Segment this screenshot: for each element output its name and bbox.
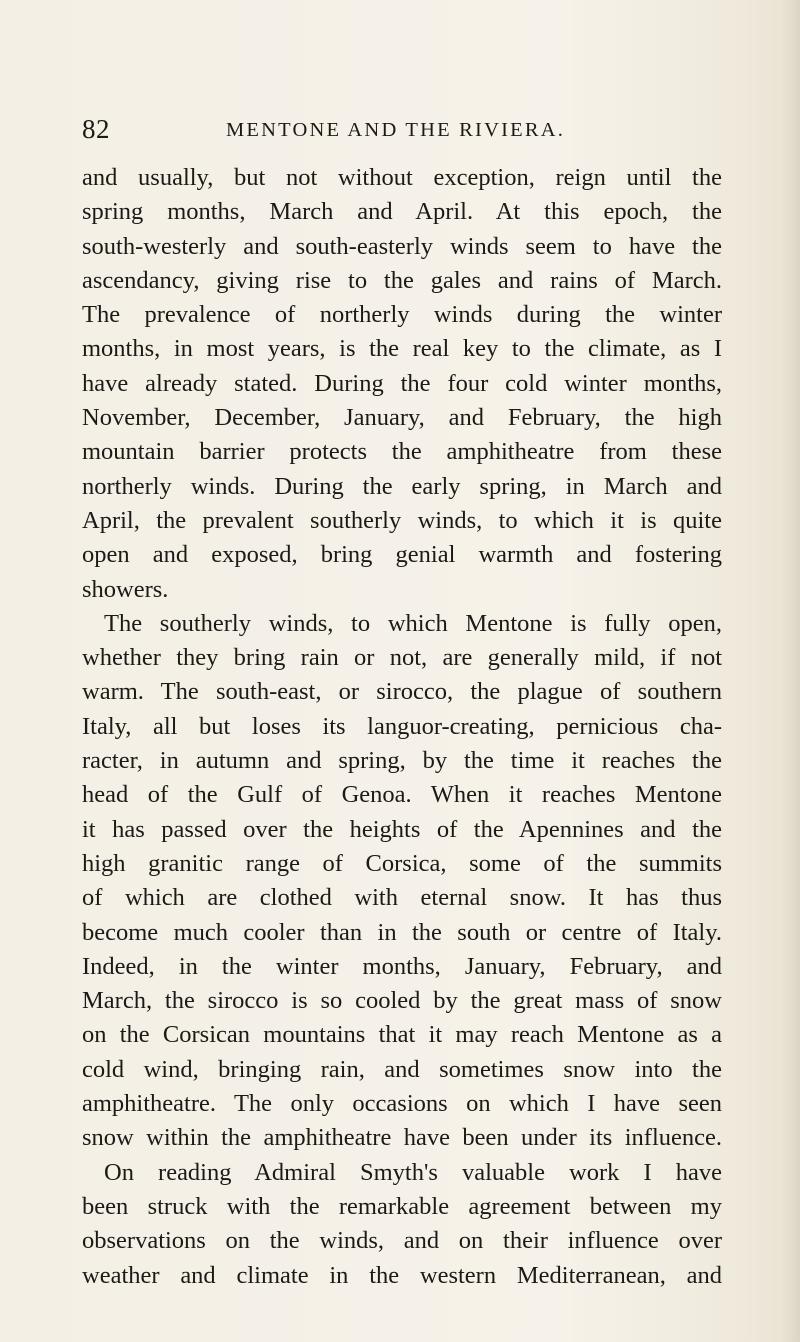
page-header bbox=[0, 114, 800, 148]
text-line: ascendancy, giving rise to the gales and rains of March. bbox=[82, 266, 722, 294]
text-line: The prevalence of northerly winds during the winter bbox=[82, 301, 722, 329]
text-line: on the Corsican mountains that it may reach Mentone as a bbox=[82, 1021, 722, 1049]
text-line: weather and climate in the western Mediterranean, and bbox=[82, 1261, 722, 1289]
text-line: south-westerly and south-easterly winds seem to have the bbox=[82, 232, 722, 260]
text-line: observations on the winds, and on their influence over bbox=[82, 1227, 722, 1255]
paragraph-start-line: The southerly winds, to which Mentone is fully open, bbox=[104, 609, 722, 637]
text-line: months, in most years, is the real key to the climate, as I bbox=[82, 335, 722, 363]
page-edge-shadow bbox=[782, 0, 800, 1342]
text-line: of which are clothed with eternal snow. It has thus bbox=[82, 884, 722, 912]
text-line: open and exposed, bring genial warmth and fostering bbox=[82, 541, 722, 569]
text-line: Indeed, in the winter months, January, February, and bbox=[82, 952, 722, 980]
text-line: high granitic range of Corsica, some of the summits bbox=[82, 849, 722, 877]
text-line: head of the Gulf of Genoa. When it reaches Mentone bbox=[82, 781, 722, 809]
text-line: and usually, but not without exception, reign until the bbox=[82, 164, 722, 191]
text-line: it has passed over the heights of the Apennines and the bbox=[82, 815, 722, 843]
text-line: amphitheatre. The only occasions on which I have seen bbox=[82, 1090, 722, 1118]
text-line: Italy, all but loses its languor-creating, pernicious cha- bbox=[82, 712, 722, 740]
text-line: racter, in autumn and spring, by the time it reaches the bbox=[82, 747, 722, 775]
text-line: whether they bring rain or not, are generally mild, if not bbox=[82, 644, 722, 672]
text-line: become much cooler than in the south or centre of Italy. bbox=[82, 918, 722, 946]
text-line: March, the sirocco is so cooled by the great mass of snow bbox=[82, 987, 722, 1015]
text-line: November, December, January, and February, the high bbox=[82, 404, 722, 432]
text-line: snow within the amphitheatre have been under its influence. bbox=[82, 1124, 722, 1152]
text-line: northerly winds. During the early spring, in March and bbox=[82, 472, 722, 500]
text-line: been struck with the remarkable agreement between my bbox=[82, 1192, 722, 1220]
text-line: cold wind, bringing rain, and sometimes snow into the bbox=[82, 1055, 722, 1083]
text-line: mountain barrier protects the amphitheatre from these bbox=[82, 438, 722, 466]
body-text bbox=[82, 161, 722, 1293]
running-head: MENTONE AND THE RIVIERA. bbox=[226, 119, 566, 141]
paragraph-end-line: showers. bbox=[82, 575, 169, 603]
text-line: have already stated. During the four cold winter months, bbox=[82, 369, 722, 397]
text-line: warm. The south-east, or sirocco, the plague of southern bbox=[82, 678, 722, 706]
text-line: April, the prevalent southerly winds, to which it is quite bbox=[82, 506, 722, 534]
page-number: 82 bbox=[82, 114, 110, 144]
text-line: spring months, March and April. At this epoch, the bbox=[82, 198, 722, 226]
paragraph-start-line: On reading Admiral Smyth's valuable work I have bbox=[104, 1158, 722, 1186]
